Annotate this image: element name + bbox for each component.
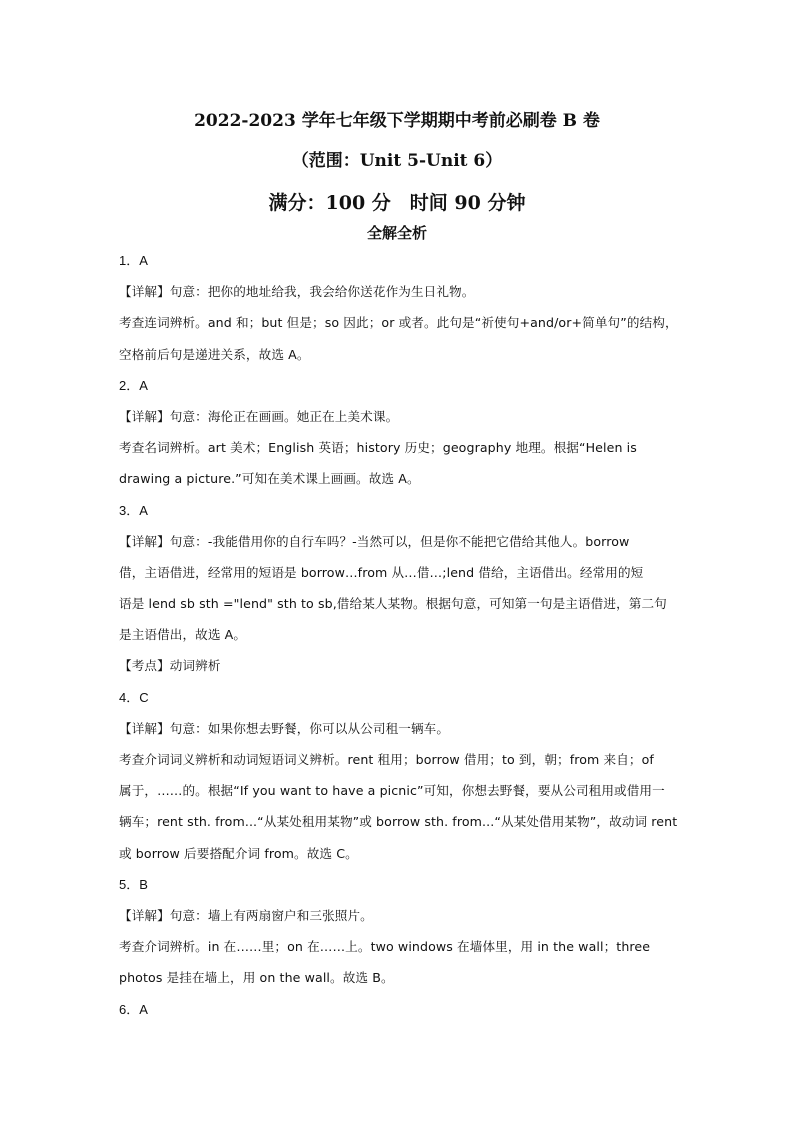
score-and-time: 满分：100 分 时间 90 分钟 xyxy=(268,192,526,214)
analysis-line: 考查名词辨析。art 美术；English 英语；history 历史；geography 地理。根据“Helen is xyxy=(119,440,637,456)
answer-number: 1．A xyxy=(119,253,148,268)
analysis-line: 是主语借出，故选 A。 xyxy=(119,627,247,643)
answer-number: 2．A xyxy=(119,377,148,393)
analysis-line: drawing a picture.”可知在美术课上画画。故选 A。 xyxy=(119,471,420,487)
analysis-line: 考查介词词义辨析和动词短语词义辨析。rent 租用；borrow 借用；to 到，朝；from 来自；of xyxy=(119,752,654,767)
analysis-line: 空格前后句是递进关系，故选 A。 xyxy=(119,346,310,362)
analysis-line: 辆车；rent sth. from...“从某处租用某物”或 borrow sth. from...“从某处借用某物”，故动词 rent xyxy=(119,814,678,830)
analysis-line: 借，主语借进，经常用的短语是 borrow…from 从…借…;lend 借给，主语借出。经常用的短 xyxy=(119,564,644,580)
detail-line: 【详解】句意：海伦正在画画。她正在上美术课。 xyxy=(119,408,399,424)
key-point-line: 【考点】动词辨析 xyxy=(119,658,221,674)
answer-number: 3．A xyxy=(119,502,148,518)
analysis-line: 考查介词辨析。in 在……里；on 在……上。two windows 在墙体里，用 in the wall；three xyxy=(119,939,651,955)
analysis-line: 考查连词辨析。and 和；but 但是；so 因此；or 或者。此句是“祈使句+and/or+简单句”的结构， xyxy=(119,315,678,331)
answer-number: 4．C xyxy=(119,689,149,705)
answer-analysis-body xyxy=(119,245,679,1025)
exam-scope: （范围：Unit 5-Unit 6） xyxy=(291,151,503,171)
detail-line: 【详解】句意：如果你想去野餐，你可以从公司租一辆车。 xyxy=(119,720,450,736)
analysis-line: 属于，……的。根据“If you want to have a picnic”可知，你想去野餐，要从公司租用或借用一 xyxy=(119,783,665,799)
exam-title: 2022-2023 学年七年级下学期期中考前必刷卷 B 卷 xyxy=(194,111,600,131)
section-heading: 全解全析 xyxy=(366,224,427,242)
detail-line: 【详解】句意：-我能借用你的自行车吗？-当然可以，但是你不能把它借给其他人。borrow xyxy=(119,533,630,549)
analysis-line: photos 是挂在墙上，用 on the wall。故选 B。 xyxy=(119,970,394,986)
answer-number: 6．A xyxy=(119,1001,148,1017)
answer-number: 5．B xyxy=(119,876,148,892)
detail-line: 【详解】句意：墙上有两扇窗户和三张照片。 xyxy=(119,907,373,923)
analysis-line: 语是 lend sb sth ="lend" sth to sb,借给某人某物。根据句意，可知第一句是主语借进，第二句 xyxy=(119,596,667,612)
detail-line: 【详解】句意：把你的地址给我，我会给你送花作为生日礼物。 xyxy=(119,284,475,300)
analysis-line: 或 borrow 后要搭配介词 from。故选 C。 xyxy=(119,845,358,861)
